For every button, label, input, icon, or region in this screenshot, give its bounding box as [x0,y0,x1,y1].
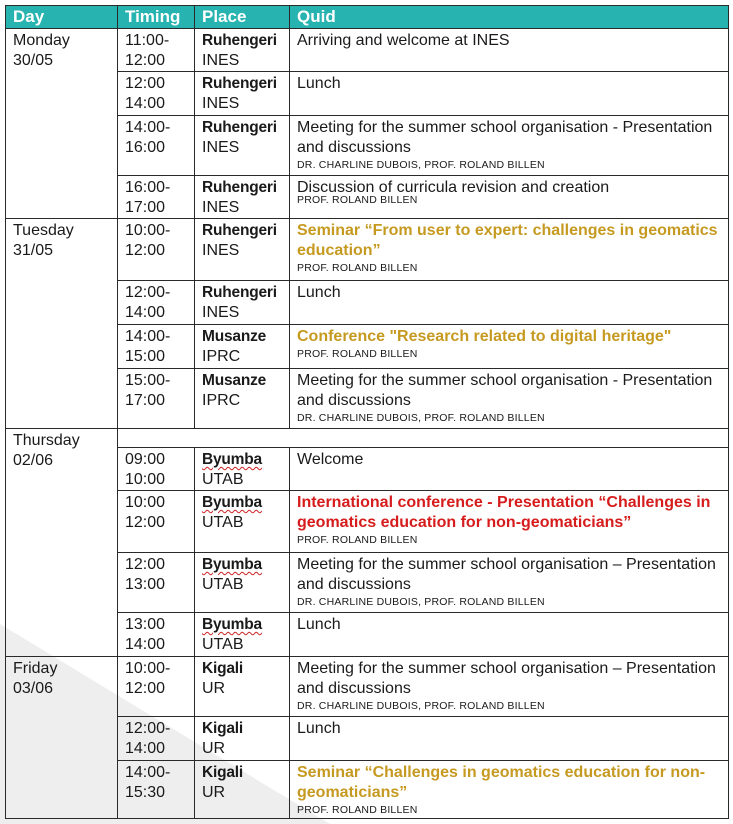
place-institution: IPRC [202,348,241,365]
place-name: Byumba [202,616,262,633]
place-name: Byumba [202,494,262,511]
timing-cell [118,491,195,553]
header-quid: Quid [290,6,729,29]
timing-cell [118,448,195,491]
quid-text: Lunch [297,284,341,301]
time-start: 10:00- [125,660,171,677]
timing-cell [118,116,195,176]
quid-text: Lunch [297,616,341,633]
quid-text: International conference - Presentation “Challenges in geomatics education for non-geomaticians” [297,494,711,531]
table-row [6,29,729,72]
speakers: PROF. ROLAND BILLEN [297,194,418,206]
place-cell [195,491,290,553]
place-name: Ruhengeri [202,284,277,301]
speakers: PROF. ROLAND BILLEN [297,262,418,274]
time-start: 09:00 [125,451,166,468]
time-start: 14:00- [125,764,171,781]
place-institution: UR [202,784,226,801]
quid-cell [290,219,729,281]
place-institution: INES [202,304,240,321]
timing-cell [118,29,195,72]
speakers: PROF. ROLAND BILLEN [297,348,418,360]
speakers: PROF. ROLAND BILLEN [297,804,418,816]
quid-text: Seminar “From user to expert: challenges in geomatics education” [297,222,718,259]
header-timing: Timing [118,6,195,29]
quid-cell [290,448,729,491]
time-end: 12:00 [125,52,166,69]
timing-cell [118,761,195,819]
speakers: DR. CHARLINE DUBOIS, PROF. ROLAND BILLEN [297,412,545,424]
time-start: 16:00- [125,179,171,196]
quid-cell [290,325,729,369]
time-end: 14:00 [125,740,166,757]
quid-cell [290,72,729,116]
place-name: Kigali [202,720,244,737]
timing-cell [118,553,195,613]
day-date: 03/06 [13,680,54,697]
day-date: 02/06 [13,452,54,469]
quid-text: Lunch [297,75,341,92]
time-start: 15:00- [125,372,171,389]
place-institution: INES [202,139,240,156]
speakers: PROF. ROLAND BILLEN [297,534,418,546]
day-name: Friday [13,660,58,677]
time-end: 13:00 [125,576,166,593]
time-end: 15:30 [125,784,166,801]
quid-cell [290,369,729,429]
day-cell [6,657,118,819]
time-end: 17:00 [125,392,166,409]
place-cell [195,369,290,429]
place-institution: INES [202,199,240,216]
quid-cell [290,553,729,613]
schedule-table [5,5,729,819]
place-cell [195,219,290,281]
place-cell [195,657,290,717]
quid-cell [290,281,729,325]
quid-text: Conference "Research related to digital heritage" [297,328,672,345]
quid-text: Seminar “Challenges in geomatics education for non-geomaticians” [297,764,706,801]
day-date: 30/05 [13,52,54,69]
quid-cell [290,657,729,717]
timing-cell [118,613,195,657]
timing-cell [118,176,195,219]
time-start: 14:00- [125,328,171,345]
empty-spacer-cell [118,429,729,448]
time-start: 13:00 [125,616,166,633]
quid-text: Meeting for the summer school organisation – Presentation and discussions [297,556,716,593]
time-end: 12:00 [125,680,166,697]
place-cell [195,29,290,72]
place-institution: INES [202,242,240,259]
quid-text: Discussion of curricula revision and creation [297,179,610,196]
place-institution: UTAB [202,636,244,653]
time-end: 14:00 [125,304,166,321]
place-name: Musanze [202,372,267,389]
day-cell [6,219,118,429]
timing-cell [118,369,195,429]
quid-text: Meeting for the summer school organisation - Presentation and discussions [297,372,713,409]
day-cell [6,429,118,657]
table-row [6,657,729,717]
place-institution: UTAB [202,471,244,488]
time-end: 17:00 [125,199,166,216]
place-name: Byumba [202,451,262,468]
timing-cell [118,657,195,717]
timing-cell [118,717,195,761]
day-name: Tuesday [13,222,74,239]
place-cell [195,717,290,761]
quid-cell [290,491,729,553]
day-date: 31/05 [13,242,54,259]
quid-cell [290,176,729,219]
timing-cell [118,325,195,369]
quid-text: Arriving and welcome at INES [297,32,510,49]
time-start: 14:00- [125,119,171,136]
time-start: 10:00- [125,222,171,239]
time-end: 14:00 [125,636,166,653]
place-institution: UTAB [202,576,244,593]
time-start: 11:00- [125,32,170,49]
time-end: 16:00 [125,139,166,156]
header-row [6,6,729,29]
place-name: Ruhengeri [202,179,277,196]
place-cell [195,761,290,819]
timing-cell [118,72,195,116]
place-name: Ruhengeri [202,32,277,49]
time-start: 12:00- [125,284,171,301]
header-place: Place [195,6,290,29]
time-end: 12:00 [125,242,166,259]
place-name: Byumba [202,556,262,573]
place-name: Kigali [202,660,244,677]
place-institution: IPRC [202,392,241,409]
time-start: 12:00 [125,556,166,573]
quid-text: Lunch [297,720,341,737]
place-cell [195,613,290,657]
timing-cell [118,219,195,281]
time-start: 12:00- [125,720,171,737]
time-end: 14:00 [125,95,166,112]
place-cell [195,116,290,176]
place-name: Ruhengeri [202,119,277,136]
place-cell [195,281,290,325]
speakers: DR. CHARLINE DUBOIS, PROF. ROLAND BILLEN [297,596,545,608]
place-cell [195,553,290,613]
speakers: DR. CHARLINE DUBOIS, PROF. ROLAND BILLEN [297,159,545,171]
quid-cell [290,761,729,819]
quid-cell [290,613,729,657]
table-row [6,219,729,281]
place-institution: UR [202,740,226,757]
quid-cell [290,717,729,761]
place-name: Ruhengeri [202,222,277,239]
quid-text: Meeting for the summer school organisation – Presentation and discussions [297,660,716,697]
place-institution: INES [202,95,240,112]
place-institution: UTAB [202,514,244,531]
place-cell [195,325,290,369]
place-cell [195,448,290,491]
quid-cell [290,116,729,176]
quid-cell [290,29,729,72]
time-start: 10:00 [125,494,166,511]
day-name: Monday [13,32,70,49]
place-institution: UR [202,680,226,697]
place-cell [195,72,290,116]
timing-cell [118,281,195,325]
time-end: 15:00 [125,348,166,365]
time-start: 12:00 [125,75,166,92]
place-name: Ruhengeri [202,75,277,92]
day-name: Thursday [13,432,80,449]
place-institution: INES [202,52,240,69]
time-end: 10:00 [125,471,166,488]
table-row [6,429,729,448]
quid-text: Meeting for the summer school organisation - Presentation and discussions [297,119,713,156]
quid-text: Welcome [297,451,364,468]
time-end: 12:00 [125,514,166,531]
speakers: DR. CHARLINE DUBOIS, PROF. ROLAND BILLEN [297,700,545,712]
place-name: Musanze [202,328,267,345]
header-day: Day [6,6,118,29]
place-cell [195,176,290,219]
day-cell [6,29,118,219]
place-name: Kigali [202,764,244,781]
